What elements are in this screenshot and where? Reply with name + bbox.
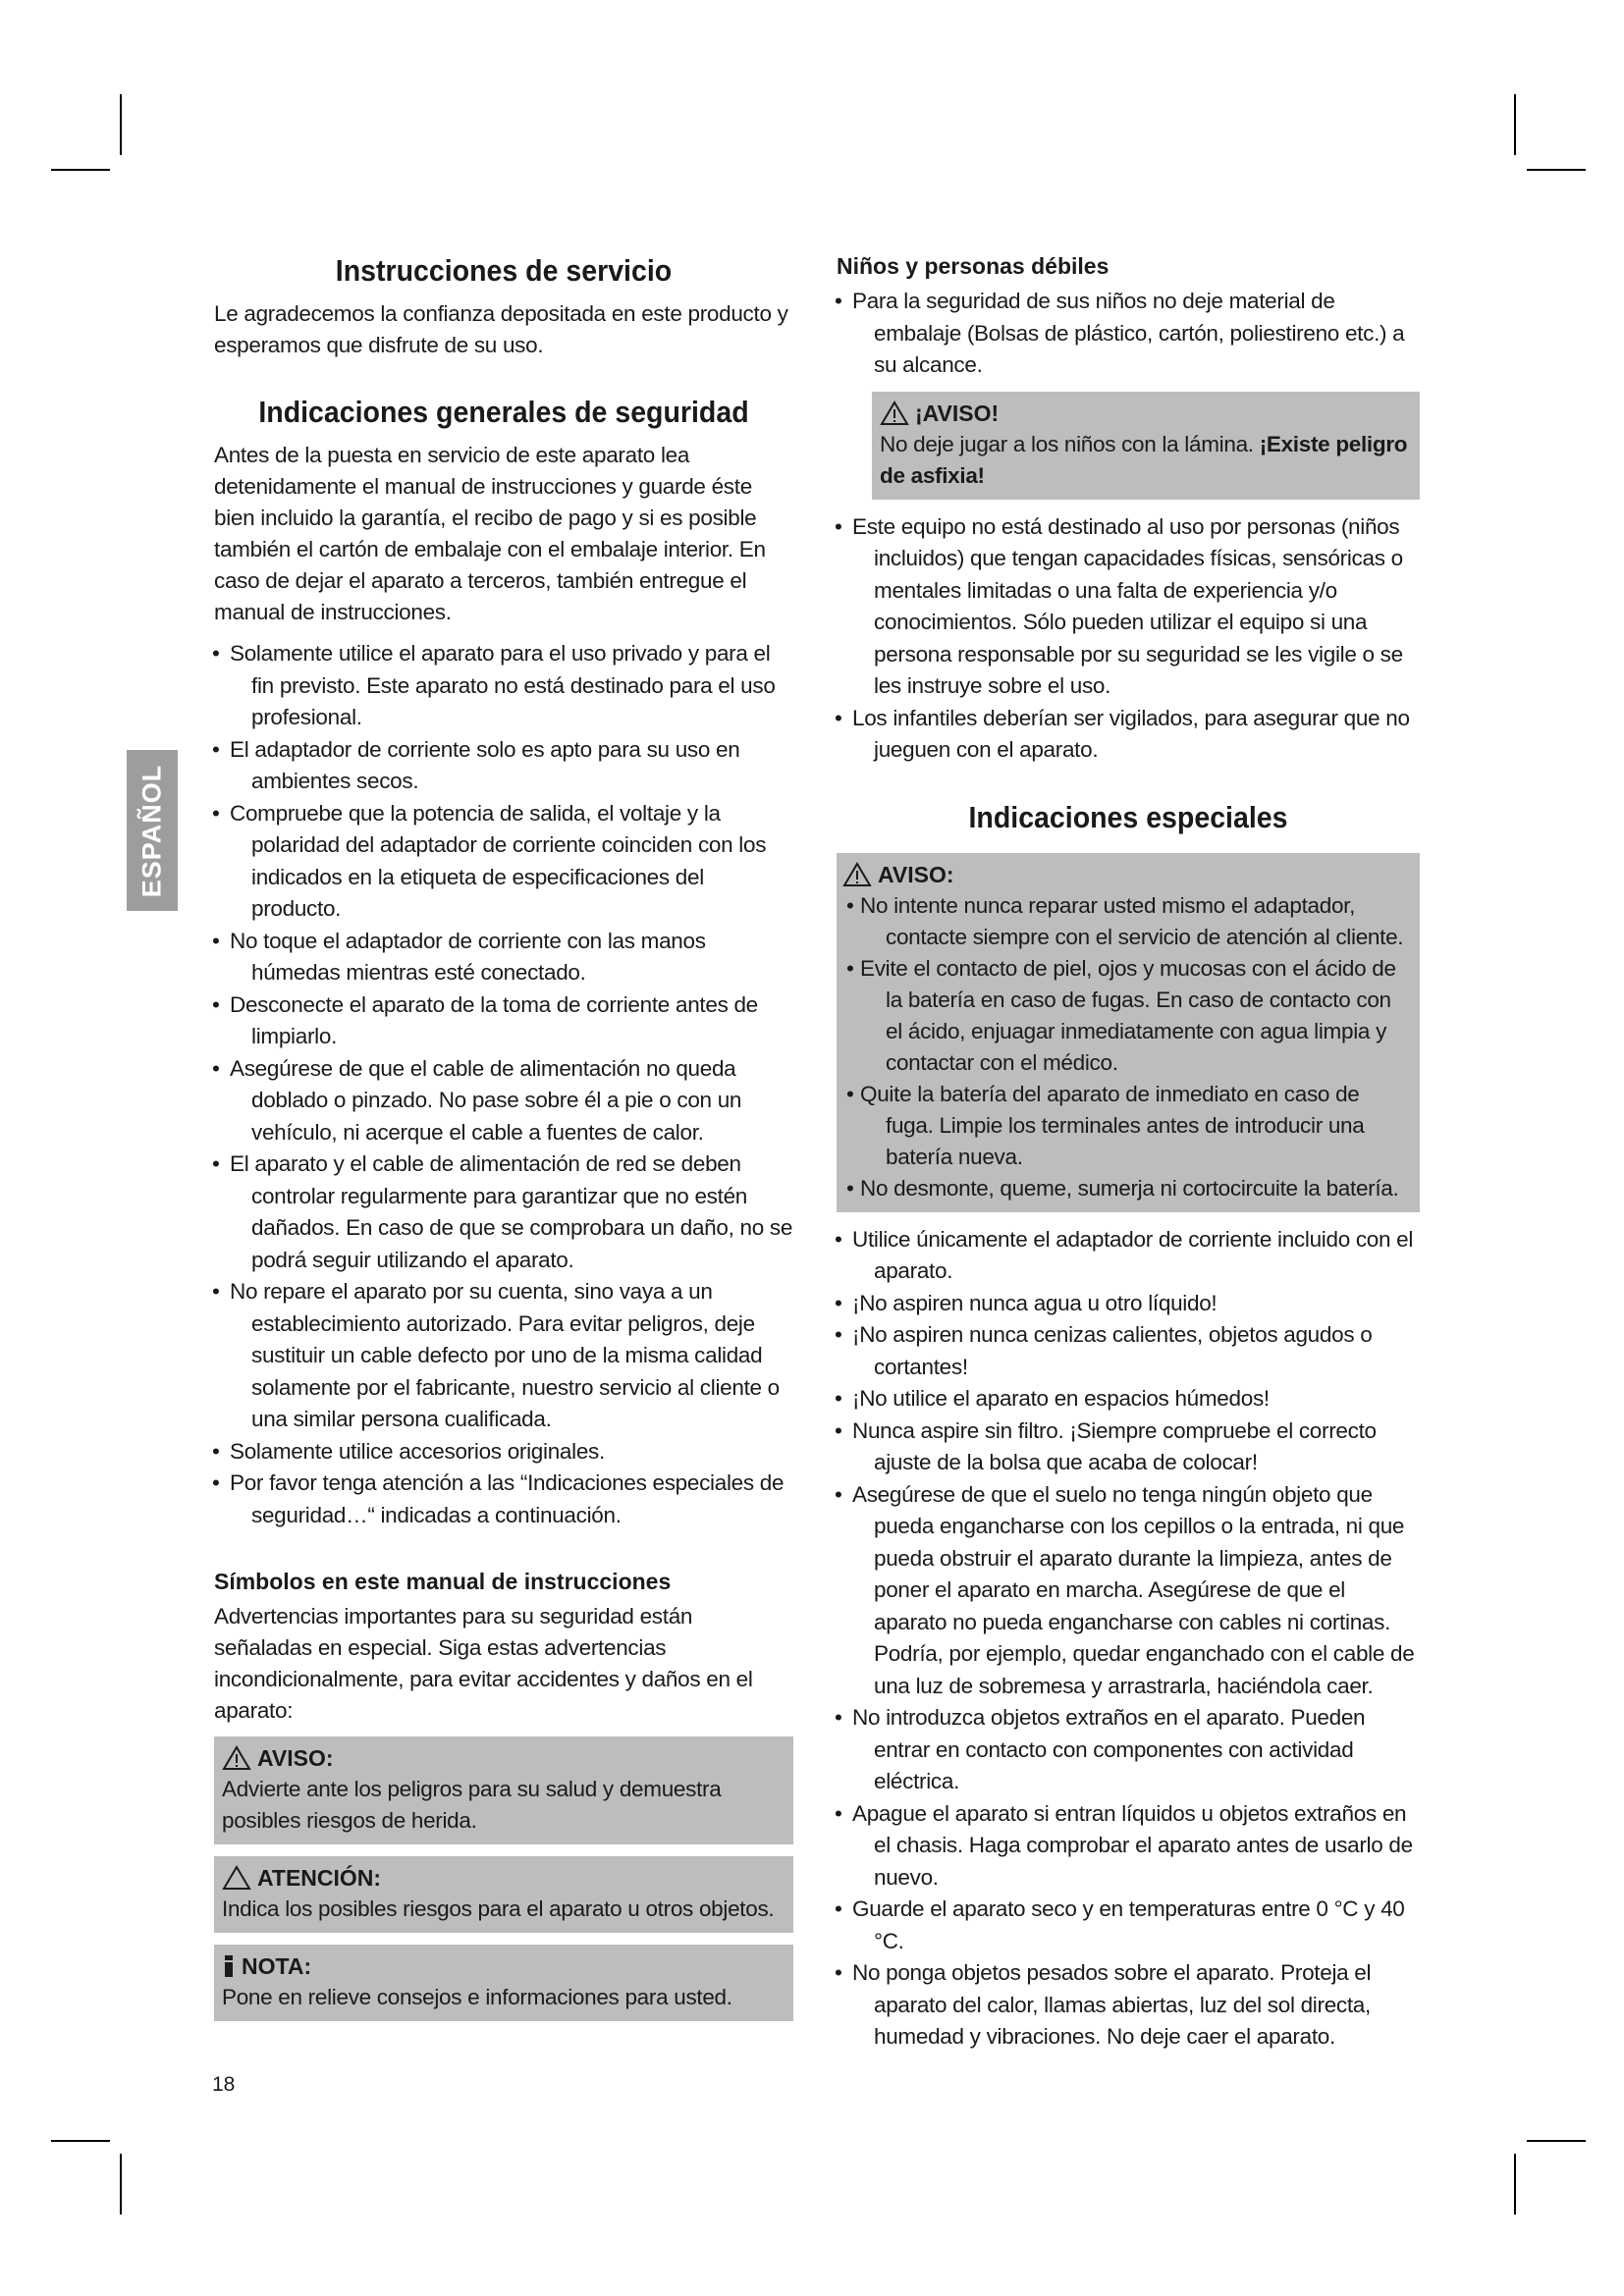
special-list [837,1224,1420,2054]
list-item: • ¡No aspiren nunca agua u otro líquido! [837,1288,1420,1320]
page-title: Instrucciones de servicio [335,253,673,288]
list-item: • Guarde el aparato seco y en temperaturas entre 0 °C y 40 °C. [837,1894,1420,1957]
list-item: • No toque el adaptador de corriente con las manos húmedas mientras esté conectado. [214,926,793,989]
warning-triangle-icon [842,862,872,887]
list-item: • Quite la batería del aparato de inmediato en caso de fuga. Limpie los terminales antes de introducir una batería nueva. [842,1079,1412,1173]
list-item: • Nunca aspire sin filtro. ¡Siempre compruebe el correcto ajuste de la bolsa que acaba de colocar! [837,1415,1420,1479]
children-warning-bold: ¡Existe peligro de asfixia! [880,431,1408,488]
list-item: • No repare el aparato por su cuenta, sino vaya a un establecimiento autorizado. Para evitar peligros, deje sustituir un cable defecto por uno de la misma calidad solamente por el fabricante, nuestro servicio al cliente o una similar persona cualificada. [214,1276,793,1436]
warning-triangle-icon [222,1745,251,1771]
warning-box-text: Advierte ante los peligros para su salud y demuestra posibles riesgos de herida. [222,1777,722,1833]
symbols-title: Símbolos en este manual de instrucciones [214,1569,672,1594]
crop-mark [51,169,110,171]
safety-title: Indicaciones generales de seguridad [258,395,749,429]
special-warning-list [842,890,1412,1204]
list-item: • Utilice únicamente el adaptador de corriente incluido con el aparato. [837,1224,1420,1288]
warning-triangle-icon [880,400,909,426]
list-item: • Asegúrese de que el cable de alimentación no queda doblado o pinzado. No pase sobre él a pie o con un vehículo, ni acerque el cable a fuentes de calor. [214,1053,793,1149]
list-item: • Los infantiles deberían ser vigilados, para asegurar que no jueguen con el aparato. [837,703,1420,767]
caution-box-heading: ATENCIÓN: [257,1865,382,1891]
language-tab [127,750,178,911]
right-column [837,253,1420,2054]
safety-intro: Antes de la puesta en servicio de este aparato lea detenidamente el manual de instrucciones y guarde éste bien incluido la garantía, el recibo de pago y si es posible también el cartón de embalaje con el embalaje interior. En caso de dejar el aparato a terceros, también entregue el manual de instrucciones. [214,443,766,624]
list-item: • Este equipo no está destinado al uso por personas (niños incluidos) que tengan capacidades físicas, sensóricas o mentales limitadas o una falta de experiencia y/o conocimientos. Sólo pueden utilizar el equipo si una persona responsable por su seguridad se les vigile o se les instruye sobre el uso. [837,511,1420,703]
note-box-text: Pone en relieve consejos e informaciones para usted. [222,1985,732,2009]
caution-box [214,1856,793,1933]
special-title: Indicaciones especiales [968,799,1288,834]
children-warning-normal: No deje jugar a los niños con la lámina. [880,431,1260,456]
note-box [214,1945,793,2021]
children-list-2 [837,511,1420,767]
crop-mark [1527,169,1586,171]
warning-box-heading: AVISO: [257,1745,334,1771]
list-item: • ¡No utilice el aparato en espacios húmedos! [837,1383,1420,1415]
children-warning-box [872,392,1420,500]
list-item: • El aparato y el cable de alimentación de red se deben controlar regularmente para garantizar que no estén dañados. En caso de que se comprobara un daño, no se podrá seguir utilizando el aparato. [214,1148,793,1276]
list-item: • Compruebe que la potencia de salida, el voltaje y la polaridad del adaptador de corriente coinciden con los indicados en la etiqueta de especificaciones del producto. [214,798,793,926]
info-icon [222,1954,236,1978]
children-list-1 [837,286,1420,382]
special-warning-box [837,853,1420,1212]
list-item: • Solamente utilice el aparato para el uso privado y para el fin previsto. Este aparato no está destinado para el uso profesional. [214,638,793,734]
list-item: • Apague el aparato si entran líquidos u objetos extraños en el chasis. Haga comprobar el aparato antes de usarlo de nuevo. [837,1798,1420,1895]
list-item: • El adaptador de corriente solo es apto para su uso en ambientes secos. [214,734,793,798]
list-item: • No intente nunca reparar usted mismo el adaptador, contacte siempre con el servicio de atención al cliente. [842,890,1412,953]
list-item: • Para la seguridad de sus niños no deje material de embalaje (Bolsas de plástico, cartón, poliestireno etc.) a su alcance. [837,286,1420,382]
caution-triangle-icon [222,1865,251,1891]
left-column [214,253,793,2033]
crop-mark [120,94,122,155]
crop-mark [120,2154,122,2215]
list-item: • Por favor tenga atención a las “Indicaciones especiales de seguridad…“ indicadas a continuación. [214,1468,793,1531]
children-title: Niños y personas débiles [837,253,1110,279]
symbols-intro: Advertencias importantes para su seguridad están señaladas en especial. Siga estas advertencias incondicionalmente, para evitar accidentes y daños en el aparato: [214,1604,753,1723]
list-item: • ¡No aspiren nunca cenizas calientes, objetos agudos o cortantes! [837,1319,1420,1383]
list-item: • Asegúrese de que el suelo no tenga ningún objeto que pueda engancharse con los cepillos o la entrada, ni que pueda obstruir el aparato durante la limpieza, antes de poner el aparato en marcha. Asegúrese de que el aparato no pueda engancharse con cables ni cortinas. Podría, por ejemplo, quedar enganchado con el cable de una luz de sobremesa y arrastrarla, haciéndola caer. [837,1479,1420,1703]
special-warning-heading: AVISO: [878,861,954,887]
list-item: • No ponga objetos pesados sobre el aparato. Proteja el aparato del calor, llamas abiertas, luz del sol directa, humedad y vibraciones. No deje caer el aparato. [837,1957,1420,2054]
list-item: • No introduzca objetos extraños en el aparato. Pueden entrar en contacto con componentes con actividad eléctrica. [837,1702,1420,1798]
caution-box-text: Indica los posibles riesgos para el aparato u otros objetos. [222,1896,775,1921]
list-item: • Evite el contacto de piel, ojos y mucosas con el ácido de la batería en caso de fugas. En caso de contacto con el ácido, enjuagar inmediatamente con agua limpia y contactar con el médico. [842,953,1412,1079]
page-number: 18 [212,2073,236,2096]
note-box-heading: NOTA: [242,1953,312,1979]
children-warning-heading: ¡AVISO! [915,400,1000,426]
crop-mark [1527,2140,1586,2142]
warning-box [214,1736,793,1844]
language-tab-label: ESPAÑOL [136,764,167,897]
crop-mark [1514,94,1516,155]
crop-mark [1514,2154,1516,2215]
list-item: • No desmonte, queme, sumerja ni cortocircuite la batería. [842,1173,1412,1204]
children-warning-text [880,429,1412,492]
safety-list [214,638,793,1531]
crop-mark [51,2140,110,2142]
list-item: • Desconecte el aparato de la toma de corriente antes de limpiarlo. [214,989,793,1053]
intro-text: Le agradecemos la confianza depositada en este producto y esperamos que disfrute de su uso. [214,301,788,357]
list-item: • Solamente utilice accesorios originales. [214,1436,793,1468]
